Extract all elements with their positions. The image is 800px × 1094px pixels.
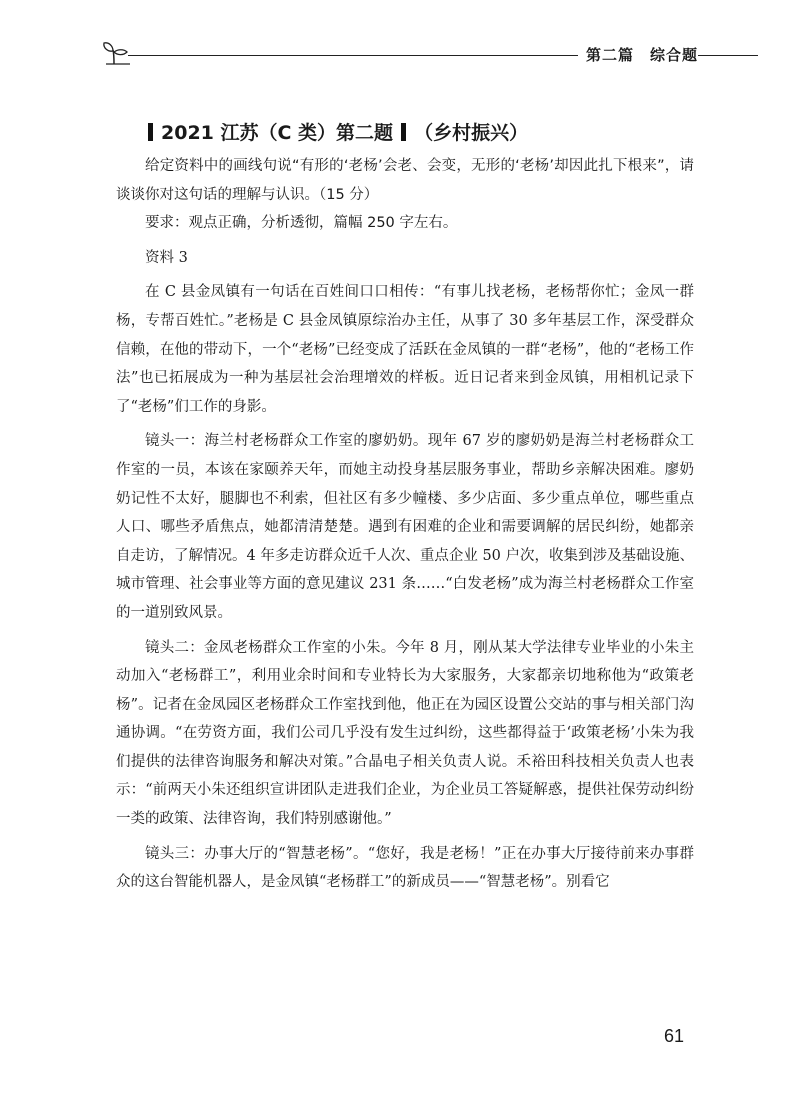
header-rule [128,55,578,56]
material-paragraph: 镜头一：海兰村老杨群众工作室的廖奶奶。现年 67 岁的廖奶奶是海兰村老杨群众工作室的一员，本该在家颐养天年，而她主动投身基层服务事业，帮助乡亲解决困难。廖奶奶记性不太好，腿脚也不利索，但社区有多少幢楼、多少店面、多少重点单位，哪些重点人口、哪些矛盾焦点，她都清清楚楚。遇到有困难的企业和需要调解的居民纠纷，她都亲自走访，了解情况。4 年多走访群众近千人次、重点企业 50 户次，收集到涉及基础设施、城市管理、社会事业等方面的意见建议 231 条……“白发老杨”成为海兰村老杨群众工作室的一道别致风景。 [116,433,694,621]
title-topic: （乡村振兴） [414,122,529,144]
page-number: 61 [664,1026,685,1046]
title-bar-left [148,123,153,141]
header-rule-right [698,55,758,56]
title-bar-right [401,123,406,141]
sprout-icon [100,40,130,66]
material-paragraph: 在 C 县金凤镇有一句话在百姓间口口相传：“有事儿找老杨，老杨帮你忙；金凤一群杨，专帮百姓忙。”老杨是 C 县金凤镇原综治办主任，从事了 30 多年基层工作，深受群众信赖，在他的带动下，一个“老杨”已经变成了活跃在金凤镇的一群“老杨”，他的“老杨工作法”也已拓展成为一种为基层社会治理增效的样板。近日记者来到金凤镇，用相机记录下了“老杨”们工作的身影。 [116,284,694,415]
title-exam: 2021 江苏（C 类）第二题 [161,122,394,144]
material-paragraph: 镜头三：办事大厅的“智慧老杨”。“您好，我是老杨！”正在办事大厅接待前来办事群众的这台智能机器人，是金凤镇“老杨群工”的新成员——“智慧老杨”。别看它 [116,845,694,891]
question-prompt: 给定资料中的画线句说“有形的‘老杨’会老、会变，无形的‘老杨’却因此扎下根来”，请谈谈你对这句话的理解与认识。（15 分） [116,158,694,203]
material-paragraph: 镜头二：金凤老杨群众工作室的小朱。今年 8 月，刚从某大学法律专业毕业的小朱主动加入“老杨群工”，利用业余时间和专业特长为大家服务，大家都亲切地称他为“政策老杨”。记者在金凤园区老杨群众工作室找到他，他正在为园区设置公交站的事与相关部门沟通协调。“在劳资方面，我们公司几乎没有发生过纠纷，这些都得益于‘政策老杨’小朱为我们提供的法律咨询服务和解决对策。”合晶电子相关负责人说。禾裕田科技相关负责人也表示：“前两天小朱还组织宣讲团队走进我们企业，为企业员工答疑解惑，提供社保劳动纠纷一类的政策、法律咨询，我们特别感谢他。” [116,639,694,828]
question-requirement: 要求：观点正确，分析透彻，篇幅 250 字左右。 [145,215,458,232]
question-body [116,152,694,897]
page-header [100,40,740,70]
material-label: 资料 3 [145,249,188,266]
header-section-label [586,44,698,65]
header-section: 综合题 [650,46,699,64]
header-part: 第二篇 [586,46,635,64]
question-title [148,118,528,145]
